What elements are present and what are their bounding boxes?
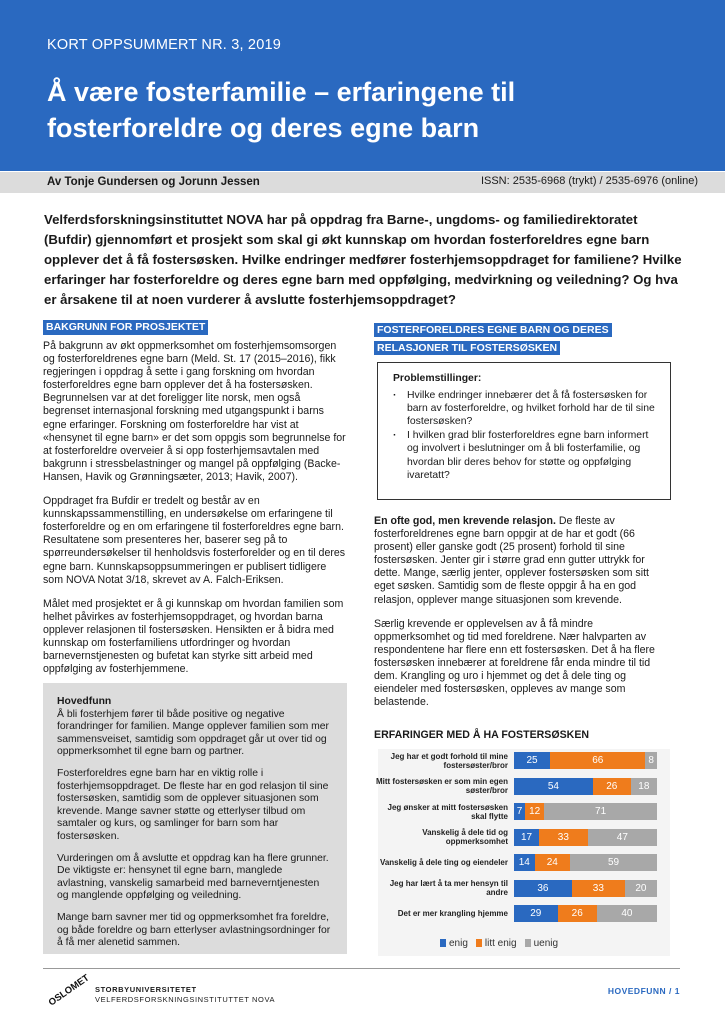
bar-segment-uenig: 71 bbox=[544, 803, 657, 820]
key-findings-paragraph: Mange barn savner mer tid og oppmerksomhet fra foreldre, og både foreldre og barn etterlyser avlastningsordninger for å få mer alenetid sammen. bbox=[57, 911, 331, 949]
legend-item bbox=[525, 938, 558, 949]
bar-segment-enig: 54 bbox=[514, 778, 593, 795]
legend-item bbox=[440, 938, 468, 949]
relations-paragraph bbox=[374, 515, 670, 607]
legend-swatch bbox=[476, 939, 482, 947]
legend-item bbox=[476, 938, 517, 949]
series-label: KORT OPPSUMMERT NR. 3, 2019 bbox=[47, 37, 281, 53]
bar-segment-litt-enig: 26 bbox=[558, 905, 597, 922]
legend-swatch bbox=[525, 939, 531, 947]
list-item: · I hvilken grad blir fosterforeldres egne barn informert og involvert i beslutninger om å bli fosterfamilie, og hvordan blir deres behov for støtte og oppfølging ivaretatt? bbox=[393, 429, 655, 481]
relations-heading-line1: FOSTERFORELDRES EGNE BARN OG DERES bbox=[374, 323, 612, 337]
legend-swatch bbox=[440, 939, 446, 947]
lead-paragraph: Velferdsforskningsinstituttet NOVA har på oppdrag fra Barne-, ungdoms- og familiedirektoratet (Bufdir) gjennomført et prosjekt som skal gi økt kunnskap om hvordan fosterforeldres egne barn opplever det å få fostersøsken. Hvilke endringer medfører fosterhjemsoppdraget for familiene? Hvilke erfaringer har fosterforeldre og deres egne barn med oppfølging, medvirkning og veiledning? Og hva er årsakene til at noen vurderer å avslutte fosterhjemsoppdraget? bbox=[44, 212, 682, 307]
key-findings-paragraph: Å bli fosterhjem fører til både positive og negative forandringer for familien. Mange opplever familien som mer sammensveiset, samtidig som oppdraget går ut over tid og oppmerksomhet til egne barn og partner. bbox=[57, 708, 330, 758]
key-findings-box bbox=[43, 683, 347, 954]
legend-label: litt enig bbox=[484, 938, 517, 949]
relations-text bbox=[374, 515, 670, 709]
bar-segment-enig: 17 bbox=[514, 829, 539, 846]
research-questions-box bbox=[377, 362, 671, 500]
category-label: Vanskelig å dele tid og oppmerksomhet bbox=[422, 828, 508, 846]
university-line1: STORBYUNIVERSITETET bbox=[95, 985, 197, 994]
bar-segment-enig: 29 bbox=[514, 905, 558, 922]
background-heading: BAKGRUNN FOR PROSJEKTET bbox=[43, 320, 208, 335]
key-findings-paragraph: Fosterforeldres egne barn har en viktig rolle i fosterhjemsoppdraget. De fleste har en god relasjon til sine fostersøsken, samtidig som de opplever situasjonen som krevende. Mange savner støtte og etterlyser tilbud om samtaler og kurs, og samlinger for barn som har fostersøsken. bbox=[57, 767, 329, 842]
legend-label: enig bbox=[449, 938, 468, 949]
category-label: Vanskelig å dele ting og eiendeler bbox=[379, 858, 508, 867]
legend-label: uenig bbox=[533, 938, 559, 949]
byline-bar bbox=[0, 172, 725, 193]
bar-segment-uenig: 40 bbox=[597, 905, 657, 922]
experience-chart bbox=[374, 743, 674, 958]
bar-segment-litt-enig: 33 bbox=[572, 880, 625, 897]
authors: Av Tonje Gundersen og Jorunn Jessen bbox=[47, 176, 260, 188]
research-questions-list bbox=[393, 389, 655, 482]
bar-segment-uenig: 47 bbox=[588, 829, 657, 846]
research-questions-heading: Problemstillinger: bbox=[393, 373, 482, 384]
background-paragraph: På bakgrunn av økt oppmerksomhet om fosterhjemsomsorgen og fosterforeldrenes egne barn (Meld. St. 17 (2015–2016), fikk regjeringen i oppdrag å sette i gang forskning om hvordan fosterforeldres egne barn opplever det å ha fostersøsken. Begrunnelsen var at det foreligger lite norsk, men også begrenset internasjonal forskning med utgangspunkt i barns egne erfaringer. Forskning om fosterforeldre har vist at «hensynet til egne barn» er det som oppgis som begrunnelse for at fosterforeldre overveier å si opp fosterhjemsavtalen med bakgrunn i stressbelastninger og mangel på oppfølging (Backe-Hansen, Havik og Grønningsæter, 2013; Havik, 2007). bbox=[43, 340, 346, 483]
background-paragraph: Oppdraget fra Bufdir er tredelt og består av en kunnskapssammenstilling, en undersøkelse om erfaringene til fosterforeldre og en om erfaringene til fosterforeldres egne barn. Resultatene som presenteres her, baserer seg på to spørreundersøkelser til henholdsvis fosterforelder og en til deres egne barn. Kunnskapsoppsummeringen er publisert tidligere som NOVA Notat 3/18, skrevet av A. Falch-Eriksen. bbox=[43, 495, 346, 586]
relations-heading-line2: RELASJONER TIL FOSTERSØSKEN bbox=[374, 341, 560, 355]
oslomet-logo bbox=[44, 972, 92, 1009]
category-label: Mitt fostersøsken er som min egen søster/bror bbox=[375, 777, 508, 795]
bar-segment-uenig: 18 bbox=[631, 778, 657, 795]
issn: ISSN: 2535-6968 (trykt) / 2535-6976 (online) bbox=[480, 175, 698, 187]
bar-segment-litt-enig: 66 bbox=[550, 752, 645, 769]
bar-segment-enig: 25 bbox=[514, 752, 550, 769]
relations-paragraph-lead: En ofte god, men krevende relasjon. bbox=[374, 515, 556, 527]
footer-divider bbox=[43, 968, 680, 969]
bar-segment-enig: 36 bbox=[514, 880, 572, 897]
chart-legend bbox=[440, 938, 566, 949]
background-paragraph: Målet med prosjektet er å gi kunnskap om hvordan familien som helhet påvirkes av fosterhjemsoppdraget, og hvordan barna opplever relasjonen til fostersøsken. Hensikten er å bidra med kunnskap om fosterfamiliens utfordringer og hvordan barnevernstjenesten og bufetat kan styrke sitt arbeid med oppfølging av fosterhjemmene. bbox=[43, 597, 344, 676]
university-line2: VELFERDSFORSKNINGSINSTITUTTET NOVA bbox=[95, 995, 276, 1004]
university-name bbox=[95, 985, 275, 1005]
category-label: Jeg ønsker at mitt fostersøsken skal flytte bbox=[387, 802, 508, 821]
page-number: HOVEDFUNN / 1 bbox=[607, 986, 680, 996]
key-findings-heading: Hovedfunn bbox=[57, 696, 112, 707]
category-label: Jeg har lært å ta mer hensyn til andre bbox=[389, 879, 508, 897]
bar-segment-litt-enig: 26 bbox=[593, 778, 631, 795]
bar-segment-litt-enig: 24 bbox=[535, 854, 570, 871]
bar-segment-litt-enig: 33 bbox=[539, 829, 588, 846]
background-section bbox=[43, 320, 347, 676]
chart-title: ERFARINGER MED Å HA FOSTERSØSKEN bbox=[374, 729, 590, 741]
bar-segment-enig: 14 bbox=[514, 854, 535, 871]
bar-segment-uenig: 8 bbox=[645, 752, 657, 769]
bar-segment-enig: 7 bbox=[514, 803, 525, 820]
bar-segment-uenig: 59 bbox=[570, 854, 657, 871]
header-banner bbox=[0, 0, 725, 171]
bar-segment-litt-enig: 12 bbox=[525, 803, 544, 820]
category-label: Det er mer krangling hjemme bbox=[397, 909, 508, 918]
relations-heading-wrap bbox=[374, 320, 670, 356]
key-findings-paragraph: Vurderingen om å avslutte et oppdrag kan ha flere grunner. De viktigste er: hensynet til egne barn, manglede avlastning, vanskelig samarbeid med barneverntjenesten og manglende oppfølging og veiledning. bbox=[57, 852, 329, 902]
page-title: Å være fosterfamilie – erfaringene til fosterforeldre og deres egne barn bbox=[47, 77, 516, 143]
list-item: · Hvilke endringer innebærer det å få fostersøsken for barn av fosterforeldre, og hvilket forhold har de til sine fostersøsken? bbox=[393, 389, 655, 428]
bar-segment-uenig: 20 bbox=[625, 880, 657, 897]
relations-paragraph-body: De fleste av fosterforeldrenes egne barn oppgir at de har et godt (66 prosent) eller ganske godt (25 prosent) forhold til sine fostersøsken. Jenter gir i større grad enn gutter uttrykk for dette. Mange, særlig jenter, opplever fostersøsken som sitt eget søsken. Samtidig som de fleste oppgir å ha en god relasjon, opplever mange situasjonen som krevende. bbox=[374, 515, 649, 606]
relations-paragraph: Særlig krevende er opplevelsen av å få mindre oppmerksomhet og tid med foreldrene. Nær halvparten av respondentene har flere enn ett fostersøsken. Det å ha flere fostersøsken innebærer at foreldrene får enda mindre til tid dem. Krangling og uro i hjemmet og det å dele ting og eiendeler med fostersøsken, oppleves av mange som belastende. bbox=[374, 617, 655, 709]
logo-text: OSLOMET bbox=[46, 972, 92, 1009]
category-label: Jeg har et godt forhold til mine fostersøster/bror bbox=[390, 751, 508, 770]
